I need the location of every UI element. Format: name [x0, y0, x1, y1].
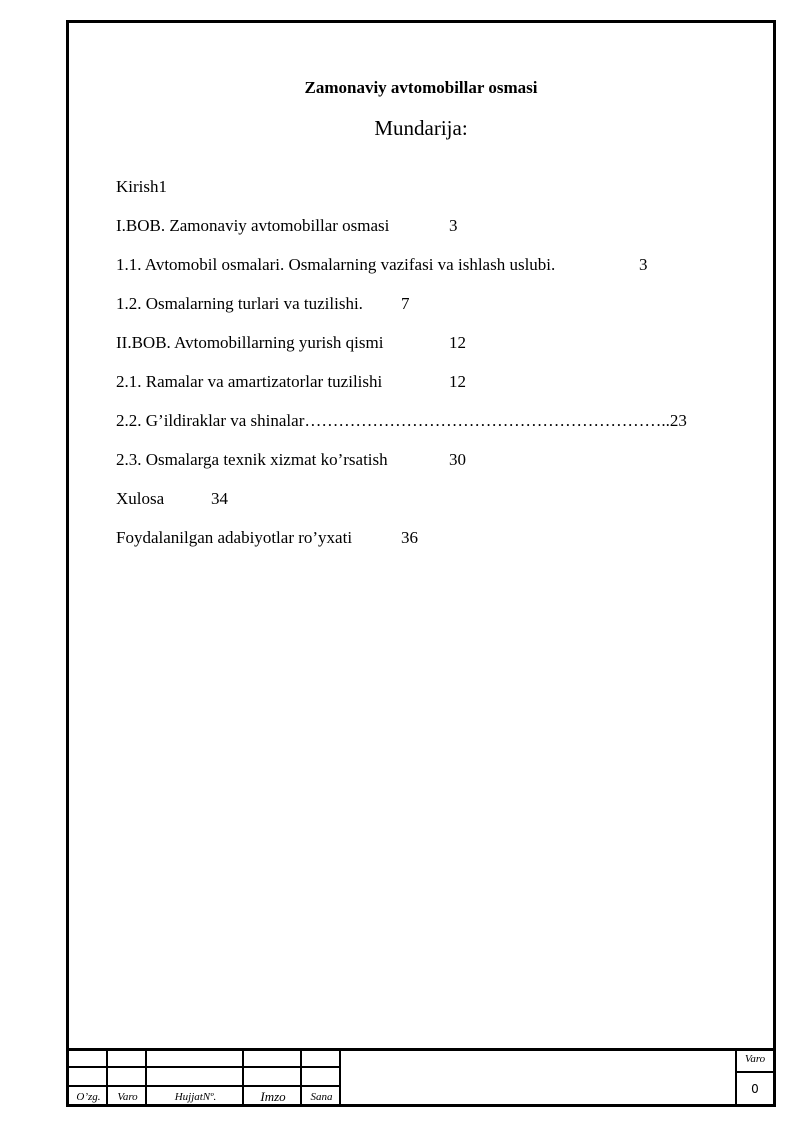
stamp-label-document-number: HujjatNº.: [174, 1091, 217, 1103]
toc-entry: [116, 489, 776, 528]
toc-entry: [116, 411, 776, 450]
page-frame: [66, 20, 776, 1107]
toc-entry-label: 2.2. G’ildiraklar va shinalar………………………………………………………..23: [116, 411, 687, 430]
toc-entry: [116, 294, 776, 333]
stamp-label-signature: Imzo: [260, 1089, 286, 1104]
toc-entry-page: 34: [211, 489, 228, 508]
sheet-divider: [737, 1071, 773, 1073]
toc-entry-label: 1.1. Avtomobil osmalari. Osmalarning vazifasi va ishlash uslubi.: [116, 255, 556, 274]
sheet-number: 0: [751, 1082, 759, 1096]
toc-entry-label: Foydalanilgan adabiyotlar ro’yxati: [116, 528, 353, 547]
toc-entry: [116, 333, 776, 372]
stamp-label-changes: O’zg.: [76, 1091, 101, 1103]
toc-entry-page: 30: [449, 450, 466, 469]
toc-entry-page: 3: [449, 216, 458, 235]
toc-entry-label: Xulosa: [116, 489, 165, 508]
sheet-label: Varo: [744, 1053, 766, 1065]
toc-entry: [116, 372, 776, 411]
toc-entry-label: 2.3. Osmalarga texnik xizmat ko’rsatish: [116, 450, 388, 469]
toc-entry-page: 12: [449, 333, 466, 352]
toc-entry-label: II.BOB. Avtomobillarning yurish qismi: [116, 333, 384, 352]
toc-entry-page: 12: [449, 372, 466, 391]
toc-entry: [116, 450, 776, 489]
stamp-label-sheet: Varo: [117, 1091, 138, 1103]
toc-entry-label: 2.1. Ramalar va amartizatorlar tuzilishi: [116, 372, 383, 391]
toc-entry-page: 3: [639, 255, 648, 274]
sheet-number-block: [735, 1051, 773, 1104]
table-of-contents: [116, 177, 776, 567]
toc-entry: [116, 528, 776, 567]
toc-heading: Mundarija:: [374, 116, 468, 140]
title-block-stamp: [69, 1048, 773, 1104]
toc-entry-page: 36: [401, 528, 418, 547]
document-title: Zamonaviy avtomobillar osmasi: [304, 78, 538, 97]
toc-entry: [116, 216, 776, 255]
toc-entry-label: Kirish1: [116, 177, 167, 196]
toc-entry-label: 1.2. Osmalarning turlari va tuzilishi.: [116, 294, 363, 313]
toc-entry-page: 7: [401, 294, 410, 313]
toc-entry-label: I.BOB. Zamonaviy avtomobillar osmasi: [116, 216, 390, 235]
toc-entry: [116, 255, 776, 294]
stamp-label-date: Sana: [310, 1091, 333, 1103]
toc-entry: [116, 177, 776, 216]
